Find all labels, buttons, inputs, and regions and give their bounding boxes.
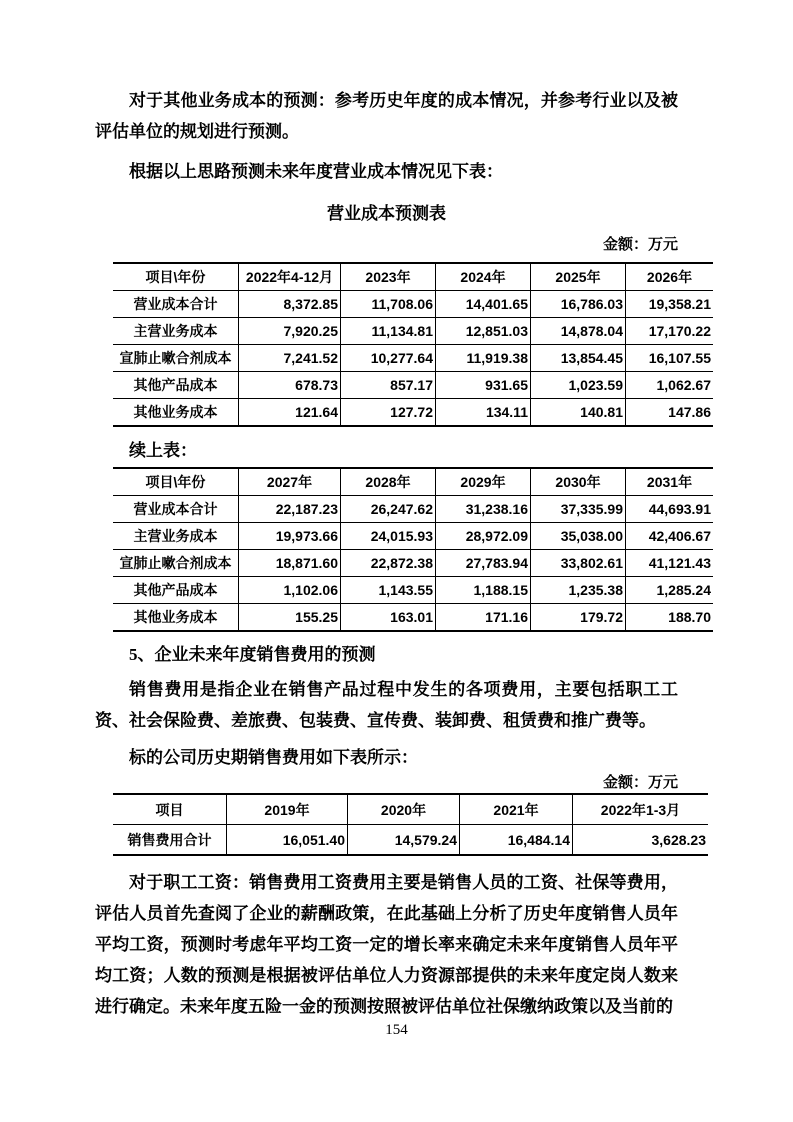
cell-value: 171.16 (436, 604, 531, 632)
cell-value: 857.17 (341, 372, 436, 399)
cell-value: 134.11 (436, 399, 531, 427)
unit-label-2: 金额：万元 (602, 775, 678, 791)
cell-value: 16,107.55 (626, 345, 714, 372)
continued-table-label: 续上表： (129, 441, 197, 460)
column-header: 2019年 (227, 794, 348, 825)
cell-value: 16,786.03 (531, 291, 626, 318)
row-label: 其他产品成本 (113, 577, 239, 604)
cell-value: 1,188.15 (436, 577, 531, 604)
cell-value: 26,247.62 (341, 496, 436, 523)
cell-value: 11,708.06 (341, 291, 436, 318)
column-header: 2022年1-3月 (573, 794, 709, 825)
cell-value: 24,015.93 (341, 523, 436, 550)
cell-value: 41,121.43 (626, 550, 714, 577)
cell-value: 22,187.23 (239, 496, 341, 523)
row-label: 销售费用合计 (113, 825, 227, 856)
cost-forecast-table-2022-2026 (113, 262, 713, 427)
row-label: 主营业务成本 (113, 523, 239, 550)
column-header: 项目\年份 (113, 468, 239, 496)
cell-value: 10,277.64 (341, 345, 436, 372)
column-header: 2027年 (239, 468, 341, 496)
column-header: 2022年4-12月 (239, 263, 341, 291)
column-header: 2023年 (341, 263, 436, 291)
intro-paragraph-2: 根据以上思路预测未来年度营业成本情况见下表： (129, 162, 503, 181)
table-header-row (113, 263, 713, 291)
table-row (113, 372, 713, 399)
row-label: 主营业务成本 (113, 318, 239, 345)
row-label: 其他产品成本 (113, 372, 239, 399)
table-row (113, 318, 713, 345)
table-row (113, 345, 713, 372)
cell-value: 12,851.03 (436, 318, 531, 345)
sales-expense-paragraph: 销售费用是指企业在销售产品过程中发生的各项费用，主要包括职工工资、社会保险费、差旅费、包装费、宣传费、装卸费、租赁费和推广费等。 (95, 680, 678, 730)
cell-value: 13,854.45 (531, 345, 626, 372)
page-content (95, 0, 711, 1022)
table-row (113, 496, 713, 523)
row-label: 其他业务成本 (113, 399, 239, 427)
cell-value: 1,102.06 (239, 577, 341, 604)
cell-value: 179.72 (531, 604, 626, 632)
cell-value: 28,972.09 (436, 523, 531, 550)
row-label: 营业成本合计 (113, 496, 239, 523)
row-label: 宣肺止嗽合剂成本 (113, 345, 239, 372)
cell-value: 17,170.22 (626, 318, 714, 345)
cell-value: 14,579.24 (348, 825, 460, 856)
cell-value: 19,358.21 (626, 291, 714, 318)
cell-value: 22,872.38 (341, 550, 436, 577)
cell-value: 7,920.25 (239, 318, 341, 345)
column-header: 2030年 (531, 468, 626, 496)
table-header-row (113, 794, 708, 825)
table-row (113, 523, 713, 550)
table-row (113, 291, 713, 318)
column-header: 2020年 (348, 794, 460, 825)
column-header: 2024年 (436, 263, 531, 291)
cell-value: 14,401.65 (436, 291, 531, 318)
cell-value: 33,802.61 (531, 550, 626, 577)
column-header: 2026年 (626, 263, 714, 291)
cell-value: 44,693.91 (626, 496, 714, 523)
page-number: 154 (385, 1022, 408, 1038)
cell-value: 27,783.94 (436, 550, 531, 577)
cell-value: 127.72 (341, 399, 436, 427)
table-row (113, 550, 713, 577)
column-header: 2025年 (531, 263, 626, 291)
cell-value: 35,038.00 (531, 523, 626, 550)
cell-value: 14,878.04 (531, 318, 626, 345)
table-row (113, 399, 713, 427)
cell-value: 1,143.55 (341, 577, 436, 604)
cell-value: 1,235.38 (531, 577, 626, 604)
cell-value: 7,241.52 (239, 345, 341, 372)
cell-value: 1,285.24 (626, 577, 714, 604)
cell-value: 16,051.40 (227, 825, 348, 856)
cell-value: 42,406.67 (626, 523, 714, 550)
cell-value: 31,238.16 (436, 496, 531, 523)
cell-value: 678.73 (239, 372, 341, 399)
cell-value: 11,919.38 (436, 345, 531, 372)
history-table-intro: 标的公司历史期销售费用如下表所示： (129, 748, 418, 767)
column-header: 2031年 (626, 468, 714, 496)
cost-table-title: 营业成本预测表 (327, 204, 446, 223)
column-header: 2028年 (341, 468, 436, 496)
sales-expense-history-table (113, 793, 708, 856)
row-label: 其他业务成本 (113, 604, 239, 632)
section-5-heading: 5、企业未来年度销售费用的预测 (129, 645, 376, 664)
table-row (113, 604, 713, 632)
table-row (113, 577, 713, 604)
column-header: 项目\年份 (113, 263, 239, 291)
cell-value: 155.25 (239, 604, 341, 632)
cell-value: 18,871.60 (239, 550, 341, 577)
cell-value: 1,023.59 (531, 372, 626, 399)
intro-paragraph-1: 对于其他业务成本的预测：参考历史年度的成本情况，并参考行业以及被评估单位的规划进行预测。 (95, 91, 678, 141)
cell-value: 3,628.23 (573, 825, 709, 856)
cell-value: 931.65 (436, 372, 531, 399)
cell-value: 16,484.14 (460, 825, 573, 856)
staff-salary-paragraph: 对于职工工资：销售费用工资费用主要是销售人员的工资、社保等费用，评估人员首先查阅了企业的薪酬政策，在此基础上分析了历史年度销售人员年平均工资，预测时考虑年平均工资一定的增长率来确定未来年度销售人员年平均工资；人数的预测是根据被评估单位人力资源部提供的未来年度定岗人数来进行确定。未来年度五险一金的预测按照被评估单位社保缴纳政策以及当前的 (95, 873, 678, 1016)
row-label: 营业成本合计 (113, 291, 239, 318)
table-header-row (113, 468, 713, 496)
cell-value: 163.01 (341, 604, 436, 632)
unit-label-1: 金额：万元 (602, 237, 678, 253)
cell-value: 1,062.67 (626, 372, 714, 399)
cell-value: 8,372.85 (239, 291, 341, 318)
cost-forecast-table-2027-2031 (113, 467, 713, 632)
cell-value: 188.70 (626, 604, 714, 632)
cell-value: 19,973.66 (239, 523, 341, 550)
column-header: 2029年 (436, 468, 531, 496)
cell-value: 37,335.99 (531, 496, 626, 523)
cell-value: 140.81 (531, 399, 626, 427)
column-header: 项目 (113, 794, 227, 825)
row-label: 宣肺止嗽合剂成本 (113, 550, 239, 577)
table-row (113, 825, 708, 856)
cell-value: 147.86 (626, 399, 714, 427)
cell-value: 11,134.81 (341, 318, 436, 345)
column-header: 2021年 (460, 794, 573, 825)
cell-value: 121.64 (239, 399, 341, 427)
